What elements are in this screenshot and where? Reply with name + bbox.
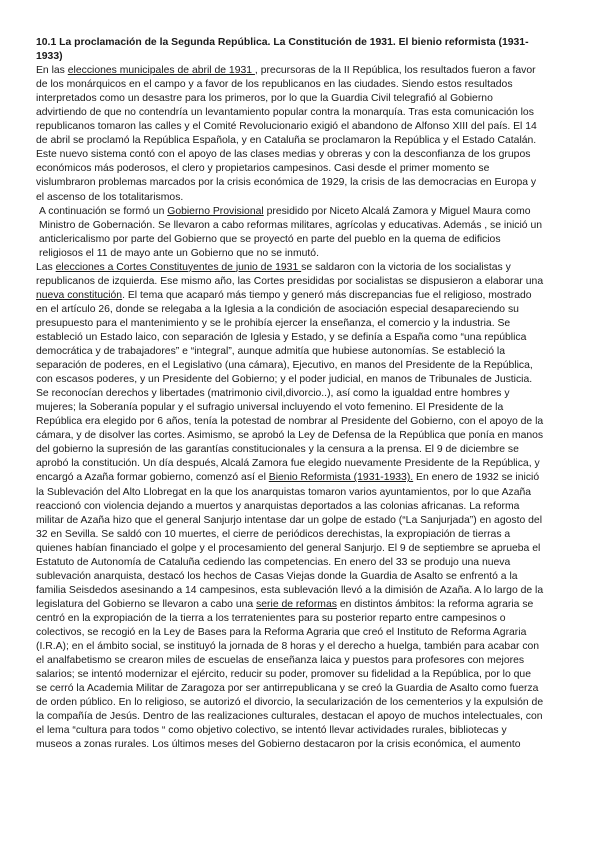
link-bienio-reformista[interactable]: Bienio Reformista (1931-1933). — [268, 472, 414, 484]
p1-text-b: , precursoras de la II República, los resultados fueron a favor de los monárquicos en el campo y a favor de los republicanos en las ciudades. Siendo estos resultados interpretados como un desastre para los primeros, por lo que la Guardia Civil telegrafió al Gobierno advirtiendo de que no contendría un levantamiento popular contra la monarquía. Tras esta comunicación los republicanos tomaron las calles y el Comité Revolucionario exigió el abandono de Alfonso XIII del país. El 14 de abril se proclamó la República Española, y en Cataluña se proclamaron la República y el Estado Catalán. Este nuevo sistema contó con el apoyo de las clases medias y obreras y con la desconfianza de los grupos económicos más poderosos, el clero y propietarios campesinos. Casi desde el primer momento se vislumbraron problemas marcados por la crisis económica de 1929, la crisis de las democracias en Europa y el ascenso de los totalitarismos. — [36, 65, 537, 203]
p3-text-c: . El tema que acaparó más tiempo y generó más discrepancias fue el religioso, mostrado en el artículo 26, donde se relegaba a la Iglesia a la condición de asociación especial desapareciendo su presupuesto para el mantenimiento y se le prohibía ejercer la enseñanza, el comercio y la industria. Se estableció un Estado laico, con separación de Iglesia y Estado, y se definía a España como “una república democrática y de trabajadores” e “integral”, aunque admitía que hubiese autonomías. Se estableció la separación de poderes, en el Legislativo (una cámara), Ejecutivo, en manos del Presidente de la República, con escasos poderes, y un Presidente del Gobierno; y el poder judicial, en manos de Tribunales de Justicia. Se reconocían derechos y libertades (matrimonio civil,divorcio..), así como la igualdad entre hombres y mujeres; la Soberanía popular y el sufragio universal incluyendo el voto femenino. El Presidente de la República era elegido por 6 años, tenía la potestad de nombrar al Presidente del Gobierno, con el apoyo de la cámara, y de disolver las cortes. Asimismo, se aprobó la Ley de Defensa de la República que ponía en manos del gobierno la supresión de las garantías constitucionales y la censura a la prensa. El 9 de diciembre se aprobó la constitución. Un día después, Alcalá Zamora fue elegido nuevamente Presidente de la República, y encargó a Azaña formar gobierno, comenzó así el — [36, 289, 544, 484]
p3-text-b: se saldaron con la victoria de los socialistas y republicanos de izquierda. Ese mismo año, las Cortes presididas por socialistas se dispusieron a elaborar una — [36, 261, 544, 287]
section-title: 10.1 La proclamación de la Segunda República. La Constitución de 1931. El bienio reformista (1931-1933) — [36, 37, 529, 63]
paragraph-municipal-elections — [36, 64, 544, 204]
paragraph-constituent-cortes — [36, 261, 544, 753]
link-constituent-elections[interactable]: elecciones a Cortes Constituyentes de junio de 1931 — [55, 261, 302, 273]
p2-text-a: A continuación se formó un — [39, 205, 168, 217]
link-provisional-government[interactable]: Gobierno Provisional — [167, 205, 264, 217]
link-new-constitution[interactable]: nueva constitución — [36, 289, 123, 301]
p2-text-b: presidido por Niceto Alcalá Zamora y Miguel Maura como Ministro de Gobernación. Se llevaron a cabo reformas militares, agrícolas y educativas. Además , se inició un anticlericalismo por parte del Gobierno que se proyectó en parte del pueblo en la quema de edificios religiosos el 11 de mayo ante un Gobierno que no se inmutó. — [39, 205, 543, 259]
p1-text-a: En las — [36, 65, 68, 77]
p3-text-a: Las — [36, 261, 56, 273]
p3-text-e: en distintos ámbitos: la reforma agraria se centró en la expropiación de la tierra a los terratenientes para su posterior reparto entre campesinos o colectivos, se recogió en la Ley de Bases para la Reforma Agraria que creó el Instituto de Reforma Agraria (I.R.A); en el ámbito social, se instituyó la jornada de 8 horas y el derecho a huelga, también para acabar con el analfabetismo se crearon miles de escuelas de enseñanza laica y puestos para profesores con mejores salarios; se intentó modernizar el ejército, reducir su poder, promover su fidelidad a la República, por lo que se cerró la Academia Militar de Zaragoza por ser antirrepublicana y se creó la Guardia de Asalto como fuerza de orden público. En lo religioso, se autorizó el divorcio, la secularización de los cementerios y la expulsión de la compañía de Jesús. Dentro de las realizaciones culturales, destacan el apoyo de muchos intelectuales, con el lema “cultura para todos “ como objetivo colectivo, se intentó llevar actividades rurales, bibliotecas y museos a zonas rurales. Los últimos meses del Gobierno destacaron por la crisis económica, el aumento — [36, 598, 544, 751]
link-municipal-elections[interactable]: elecciones municipales de abril de 1931 — [67, 65, 255, 77]
p3-text-d: En enero de 1932 se inició la Sublevación del Alto Llobregat en la que los anarquistas tomaron varios ayuntamientos, por lo que Azaña reaccionó con violencia dejando a muertos y anarquistas deportados a las colonias africanas. La reforma militar de Azaña hizo que el general Sanjurjo intentase dar un golpe de estado (“La Sanjurjada”) en agosto del 32 en Sevilla. Se saldó con 10 muertes, el cierre de periódicos derechistas, la expropiación de tierras a quienes habían financiado el golpe y el procesamiento del general Sanjurjo. El 9 de septiembre se aprueba el Estatuto de Autonomía de Cataluña cediendo las competencias. En enero del 33 se produjo una nueva sublevación anarquista, destacó los hechos de Casas Viejas donde la Guardia de Asalto se enfrentó a la familia Seisdedos asesinando a 14 campesinos, esta sublevación llevó a la dimisión de Azaña. A lo largo de la legislatura del Gobierno se llevaron a cabo una — [36, 472, 544, 610]
link-series-of-reforms[interactable]: serie de reformas — [256, 598, 337, 610]
paragraph-provisional-government — [36, 205, 544, 261]
